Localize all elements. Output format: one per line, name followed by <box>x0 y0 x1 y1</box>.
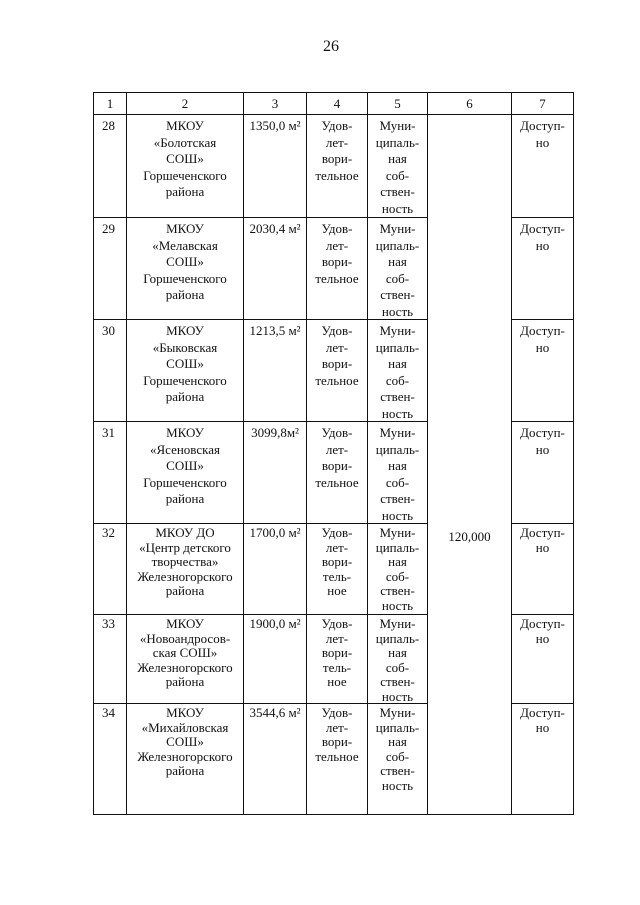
cell-line: Железногорского <box>137 568 233 584</box>
cell-line: ская СОШ» <box>152 645 218 661</box>
cell-line: тельное <box>315 167 359 183</box>
column-6-value: 120,000 <box>448 529 491 544</box>
cell-line: соб- <box>385 270 410 286</box>
cell-line: района <box>165 389 205 404</box>
cell-line: лет- <box>325 237 349 253</box>
cell-line: Муни- <box>379 616 416 631</box>
area-value: 3099,8м² <box>244 422 307 524</box>
row-number: 28 <box>94 115 127 218</box>
cell-line: Железногорского <box>137 748 233 764</box>
cell-line: Муни- <box>379 705 416 720</box>
cell-line: Доступ- <box>520 118 565 133</box>
cell-line: ципаль- <box>375 630 420 646</box>
cell-line: тель- <box>322 568 352 584</box>
row-number: 31 <box>94 422 127 524</box>
condition-value <box>307 115 368 218</box>
cell-line: лет- <box>325 630 349 646</box>
ownership-value <box>368 115 428 218</box>
cell-line: лет- <box>325 719 349 735</box>
cell-line: МКОУ <box>166 425 204 440</box>
page-number: 26 <box>323 38 339 55</box>
cell-line: вори- <box>321 151 353 166</box>
ownership-value <box>368 704 428 815</box>
institution-name <box>127 115 244 218</box>
cell-line: ность <box>381 303 414 319</box>
column-header-4: 4 <box>307 93 368 115</box>
cell-line: ная <box>388 254 407 269</box>
ownership-value <box>368 615 428 704</box>
cell-line: Доступ- <box>520 705 565 720</box>
cell-line: МКОУ <box>166 616 204 631</box>
cell-line: но <box>535 134 550 150</box>
condition-value <box>307 320 368 422</box>
condition-value <box>307 422 368 524</box>
cell-line: «Центр детского <box>139 539 231 555</box>
cell-line: ность <box>381 688 414 704</box>
cell-line: Удов- <box>321 425 353 440</box>
cell-line: ность <box>381 597 414 613</box>
cell-line: района <box>165 287 205 302</box>
cell-line: ность <box>381 200 414 216</box>
cell-line: ное <box>327 674 347 690</box>
cell-line: ность <box>381 405 414 421</box>
cell-line: СОШ» <box>166 458 204 473</box>
data-table <box>93 92 574 815</box>
ownership-value <box>368 422 428 524</box>
cell-line: ципаль- <box>375 134 420 150</box>
cell-line: Муни- <box>379 525 416 540</box>
cell-line: лет- <box>325 339 349 355</box>
cell-line: ствен- <box>380 389 415 404</box>
cell-line: соб- <box>385 748 410 764</box>
cell-line: Удов- <box>321 118 353 133</box>
column-header-6: 6 <box>428 93 512 115</box>
cell-line: района <box>165 763 205 779</box>
cell-line: СОШ» <box>166 734 204 750</box>
cell-line: «Мелавская <box>152 237 218 253</box>
cell-line: вори- <box>321 356 353 371</box>
cell-line: Доступ- <box>520 221 565 236</box>
cell-line: МКОУ <box>166 118 204 133</box>
cell-line: Доступ- <box>520 616 565 631</box>
cell-line: Удов- <box>321 705 353 720</box>
cell-line: соб- <box>385 372 410 388</box>
cell-line: ствен- <box>380 491 415 506</box>
ownership-value <box>368 218 428 320</box>
cell-line: но <box>535 441 550 457</box>
cell-line: ная <box>388 151 407 166</box>
cell-line: Муни- <box>379 425 416 440</box>
column-header-1: 1 <box>94 93 127 115</box>
cell-line: ствен- <box>380 583 415 599</box>
cell-line: ная <box>388 734 407 750</box>
institution-name <box>127 615 244 704</box>
cell-line: ность <box>381 777 414 793</box>
cell-line: ная <box>388 458 407 473</box>
cell-line: вори- <box>321 554 353 570</box>
cell-line: тельное <box>315 474 359 490</box>
cell-line: ствен- <box>380 287 415 302</box>
cell-line: «Новоандросов- <box>139 630 231 646</box>
cell-line: вори- <box>321 645 353 661</box>
cell-line: «Быковская <box>152 339 218 355</box>
institution-name <box>127 704 244 815</box>
cell-line: Удов- <box>321 616 353 631</box>
cell-line: «Ясеновская <box>149 441 221 457</box>
cell-line: ципаль- <box>375 719 420 735</box>
ownership-value <box>368 524 428 615</box>
cell-line: тель- <box>322 659 352 675</box>
cell-line: ная <box>388 356 407 371</box>
cell-line: но <box>535 237 550 253</box>
condition-value <box>307 615 368 704</box>
condition-value <box>307 704 368 815</box>
cell-line: вори- <box>321 458 353 473</box>
cell-line: МКОУ <box>166 705 204 720</box>
cell-line: соб- <box>385 659 410 675</box>
cell-line: ное <box>327 583 347 599</box>
cell-line: Горшеченского <box>143 372 227 388</box>
cell-line: соб- <box>385 568 410 584</box>
cell-line: ная <box>388 554 407 570</box>
cell-line: соб- <box>385 167 410 183</box>
cell-line: Горшеченского <box>143 167 227 183</box>
cell-line: СОШ» <box>166 151 204 166</box>
cell-line: Доступ- <box>520 323 565 338</box>
cell-line: но <box>535 339 550 355</box>
cell-line: вори- <box>321 254 353 269</box>
cell-line: Доступ- <box>520 425 565 440</box>
cell-line: Муни- <box>379 221 416 236</box>
cell-line: тельное <box>315 372 359 388</box>
area-value: 1900,0 м² <box>244 615 307 704</box>
access-value <box>512 615 574 704</box>
condition-value <box>307 524 368 615</box>
cell-line: ствен- <box>380 763 415 779</box>
access-value <box>512 422 574 524</box>
cell-line: Доступ- <box>520 525 565 540</box>
cell-line: лет- <box>325 134 349 150</box>
cell-line: но <box>535 719 550 735</box>
cell-line: Удов- <box>321 221 353 236</box>
cell-line: ность <box>381 507 414 523</box>
cell-line: Удов- <box>321 323 353 338</box>
institution-name <box>127 320 244 422</box>
access-value <box>512 704 574 815</box>
cell-line: МКОУ ДО <box>155 525 215 540</box>
area-value: 1700,0 м² <box>244 524 307 615</box>
column-header-7: 7 <box>512 93 574 115</box>
cell-line: ствен- <box>380 674 415 690</box>
cell-line: ная <box>388 645 407 661</box>
cell-line: района <box>165 491 205 506</box>
row-number: 33 <box>94 615 127 704</box>
cell-line: соб- <box>385 474 410 490</box>
cell-line: Горшеченского <box>143 270 227 286</box>
condition-value <box>307 218 368 320</box>
area-value: 1350,0 м² <box>244 115 307 218</box>
column-header-3: 3 <box>244 93 307 115</box>
cell-line: района <box>165 674 205 690</box>
cell-line: ципаль- <box>375 539 420 555</box>
row-number: 29 <box>94 218 127 320</box>
access-value <box>512 524 574 615</box>
cell-line: лет- <box>325 441 349 457</box>
cell-line: Удов- <box>321 525 353 540</box>
cell-line: МКОУ <box>166 221 204 236</box>
access-value <box>512 218 574 320</box>
ownership-value <box>368 320 428 422</box>
cell-line: Муни- <box>379 323 416 338</box>
cell-line: творчества» <box>151 554 219 570</box>
cell-line: района <box>165 184 205 199</box>
cell-line: района <box>165 583 205 599</box>
area-value: 2030,4 м² <box>244 218 307 320</box>
institution-name <box>127 218 244 320</box>
cell-line: «Михайловская <box>141 719 229 735</box>
cell-line: тельное <box>315 270 359 286</box>
cell-line: но <box>535 539 550 555</box>
row-number: 30 <box>94 320 127 422</box>
cell-line: ципаль- <box>375 237 420 253</box>
cell-line: СОШ» <box>166 254 204 269</box>
cell-line: МКОУ <box>166 323 204 338</box>
column-header-2: 2 <box>127 93 244 115</box>
cell-line: лет- <box>325 539 349 555</box>
cell-line: Муни- <box>379 118 416 133</box>
access-value <box>512 320 574 422</box>
cell-line: тельное <box>315 748 359 764</box>
cell-line: Железногорского <box>137 659 233 675</box>
institution-name <box>127 422 244 524</box>
access-value <box>512 115 574 218</box>
row-number: 34 <box>94 704 127 815</box>
area-value: 3544,6 м² <box>244 704 307 815</box>
cell-line: ствен- <box>380 184 415 199</box>
area-value: 1213,5 м² <box>244 320 307 422</box>
cell-line: ципаль- <box>375 339 420 355</box>
cell-line: «Болотская <box>153 134 217 150</box>
cell-line: вори- <box>321 734 353 750</box>
column-6-merged-cell <box>428 115 512 815</box>
cell-line: Горшеченского <box>143 474 227 490</box>
cell-line: ципаль- <box>375 441 420 457</box>
cell-line: но <box>535 630 550 646</box>
institution-name <box>127 524 244 615</box>
row-number: 32 <box>94 524 127 615</box>
cell-line: СОШ» <box>166 356 204 371</box>
column-header-5: 5 <box>368 93 428 115</box>
